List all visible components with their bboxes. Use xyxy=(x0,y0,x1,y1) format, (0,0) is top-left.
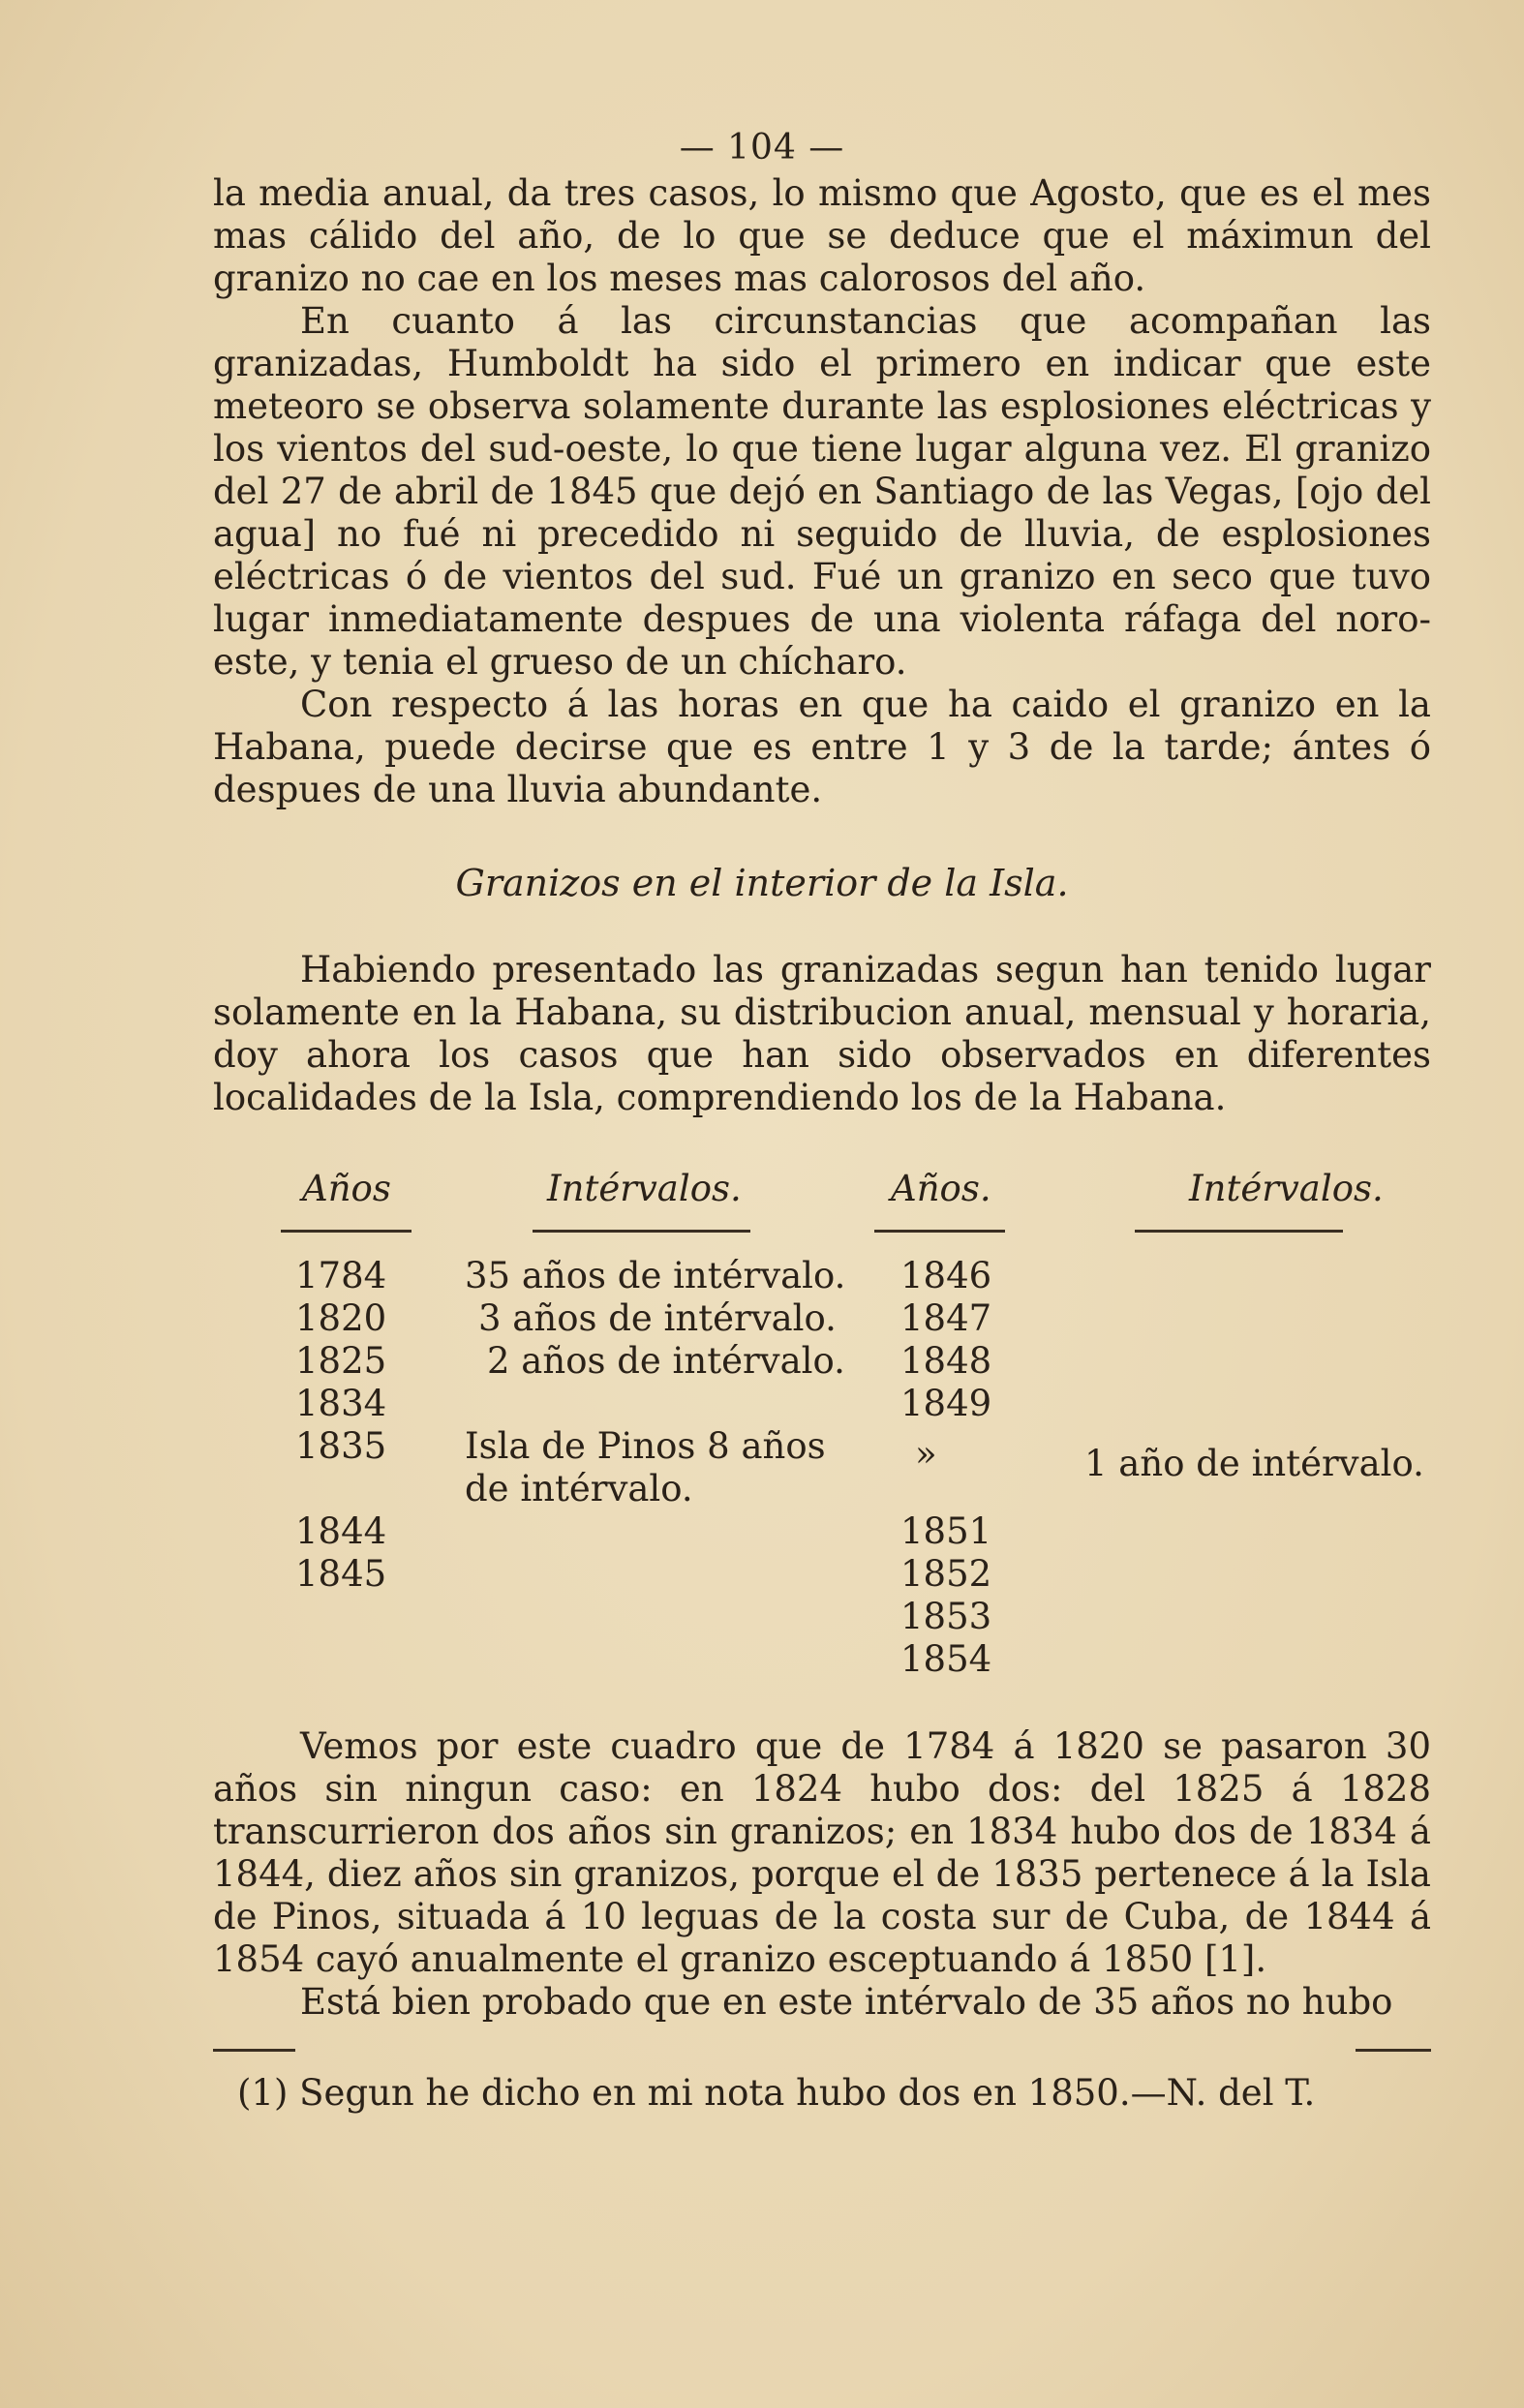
paragraph-2: En cuanto á las circunstancias que acompañan las granizadas, Humboldt ha sido el primero en indicar que este meteoro se observa solamente durante las esplosiones eléctricas y los vientos del sud-oeste, lo que tiene lugar alguna vez. El granizo del 27 de abril de 1845 que dejó en Santiago de las Vegas, [ojo del agua] no fué ni precedido ni seguido de lluvia, de esplosiones eléctricas ó de vientos del sud. Fué un granizo en seco que tuvo lugar inmediatamente despues de una violenta ráfaga del noro-este, y tenia el grueso de un chícharo. xyxy=(213,300,1431,683)
table-cell-year: 1854 xyxy=(900,1638,992,1680)
table-cell-year: 1784 xyxy=(295,1255,387,1296)
paragraph-1: la media anual, da tres casos, lo mismo que Agosto, que es el mes mas cálido del año, de lo que se deduce que el máximun del granizo no cae en los meses mas calorosos del año. xyxy=(213,172,1431,299)
table-header-intervals-1: Intérvalos. xyxy=(547,1168,742,1209)
table-cell-interval: Isla de Pinos 8 años xyxy=(465,1425,826,1467)
body-text-top xyxy=(213,172,1431,811)
table-cell-interval: 1 año de intérvalo. xyxy=(1084,1443,1424,1484)
table-cell-year: 1845 xyxy=(295,1553,387,1595)
body-text-intro xyxy=(213,949,1431,1119)
paragraph-3: Con respecto á las horas en que ha caido el granizo en la Habana, puede decirse que es entre 1 y 3 de la tarde; ántes ó despues de una lluvia abundante. xyxy=(213,684,1431,810)
table-cell-year: 1853 xyxy=(900,1596,992,1637)
table-rule-1 xyxy=(281,1230,411,1233)
page-number: — 104 — xyxy=(679,128,845,168)
table-header-years-1: Años xyxy=(302,1168,391,1209)
table-cell-year: 1849 xyxy=(900,1383,992,1424)
table-cell-year: 1835 xyxy=(295,1425,387,1467)
table-cell-interval: de intérvalo. xyxy=(465,1468,693,1509)
table-cell-year: 1820 xyxy=(295,1297,387,1339)
table-cell-interval: 2 años de intérvalo. xyxy=(487,1340,845,1382)
footnote: (1) Segun he dicho en mi nota hubo dos en 1850.—N. del T. xyxy=(237,2072,1316,2114)
table-cell-year: 1844 xyxy=(295,1510,387,1552)
table-cell-year: 1825 xyxy=(295,1340,387,1382)
paragraph-continuation: Está bien probado que en este intérvalo de 35 años no hubo xyxy=(300,1981,1393,2023)
table-header-intervals-2: Intérvalos. xyxy=(1189,1168,1384,1209)
table-cell-year: 1846 xyxy=(900,1255,992,1296)
body-text-bottom xyxy=(213,1725,1431,2024)
section-title: Granizos en el interior de la Isla. xyxy=(455,862,1069,904)
paragraph-intro: Habiendo presentado las granizadas segun han tenido lugar solamente en la Habana, su distribucion anual, mensual y horaria, doy ahora los casos que han sido observados en diferentes localidades de la Isla, comprendiendo los de la Habana. xyxy=(213,949,1431,1118)
table-cell-year: 1847 xyxy=(900,1297,992,1339)
table-cell-interval: 3 años de intérvalo. xyxy=(478,1297,837,1339)
table-cell-ditto: » xyxy=(915,1433,937,1475)
table-cell-year: 1834 xyxy=(295,1383,387,1424)
paragraph-analysis: Vemos por este cuadro que de 1784 á 1820 se pasaron 30 años sin ningun caso: en 1824 hubo dos: del 1825 á 1828 transcurrieron dos años sin granizos; en 1834 hubo dos de 1834 á 1844, diez años sin granizos, porque el de 1835 pertenece á la Isla de Pinos, situada á 10 leguas de la costa sur de Cuba, de 1844 á 1854 cayó anualmente el granizo esceptuando á 1850 [1]. xyxy=(213,1725,1431,1980)
table-rule-4 xyxy=(1135,1230,1343,1233)
table-cell-year: 1852 xyxy=(900,1553,992,1595)
table-header-years-2: Años. xyxy=(891,1168,991,1209)
table-rule-2 xyxy=(533,1230,750,1233)
table-rule-3 xyxy=(874,1230,1005,1233)
footnote-rule-right xyxy=(1356,2049,1431,2052)
table-cell-interval: 35 años de intérvalo. xyxy=(465,1255,846,1296)
table-cell-year: 1851 xyxy=(900,1510,992,1552)
footnote-rule-left xyxy=(213,2049,295,2052)
table-cell-year: 1848 xyxy=(900,1340,992,1382)
